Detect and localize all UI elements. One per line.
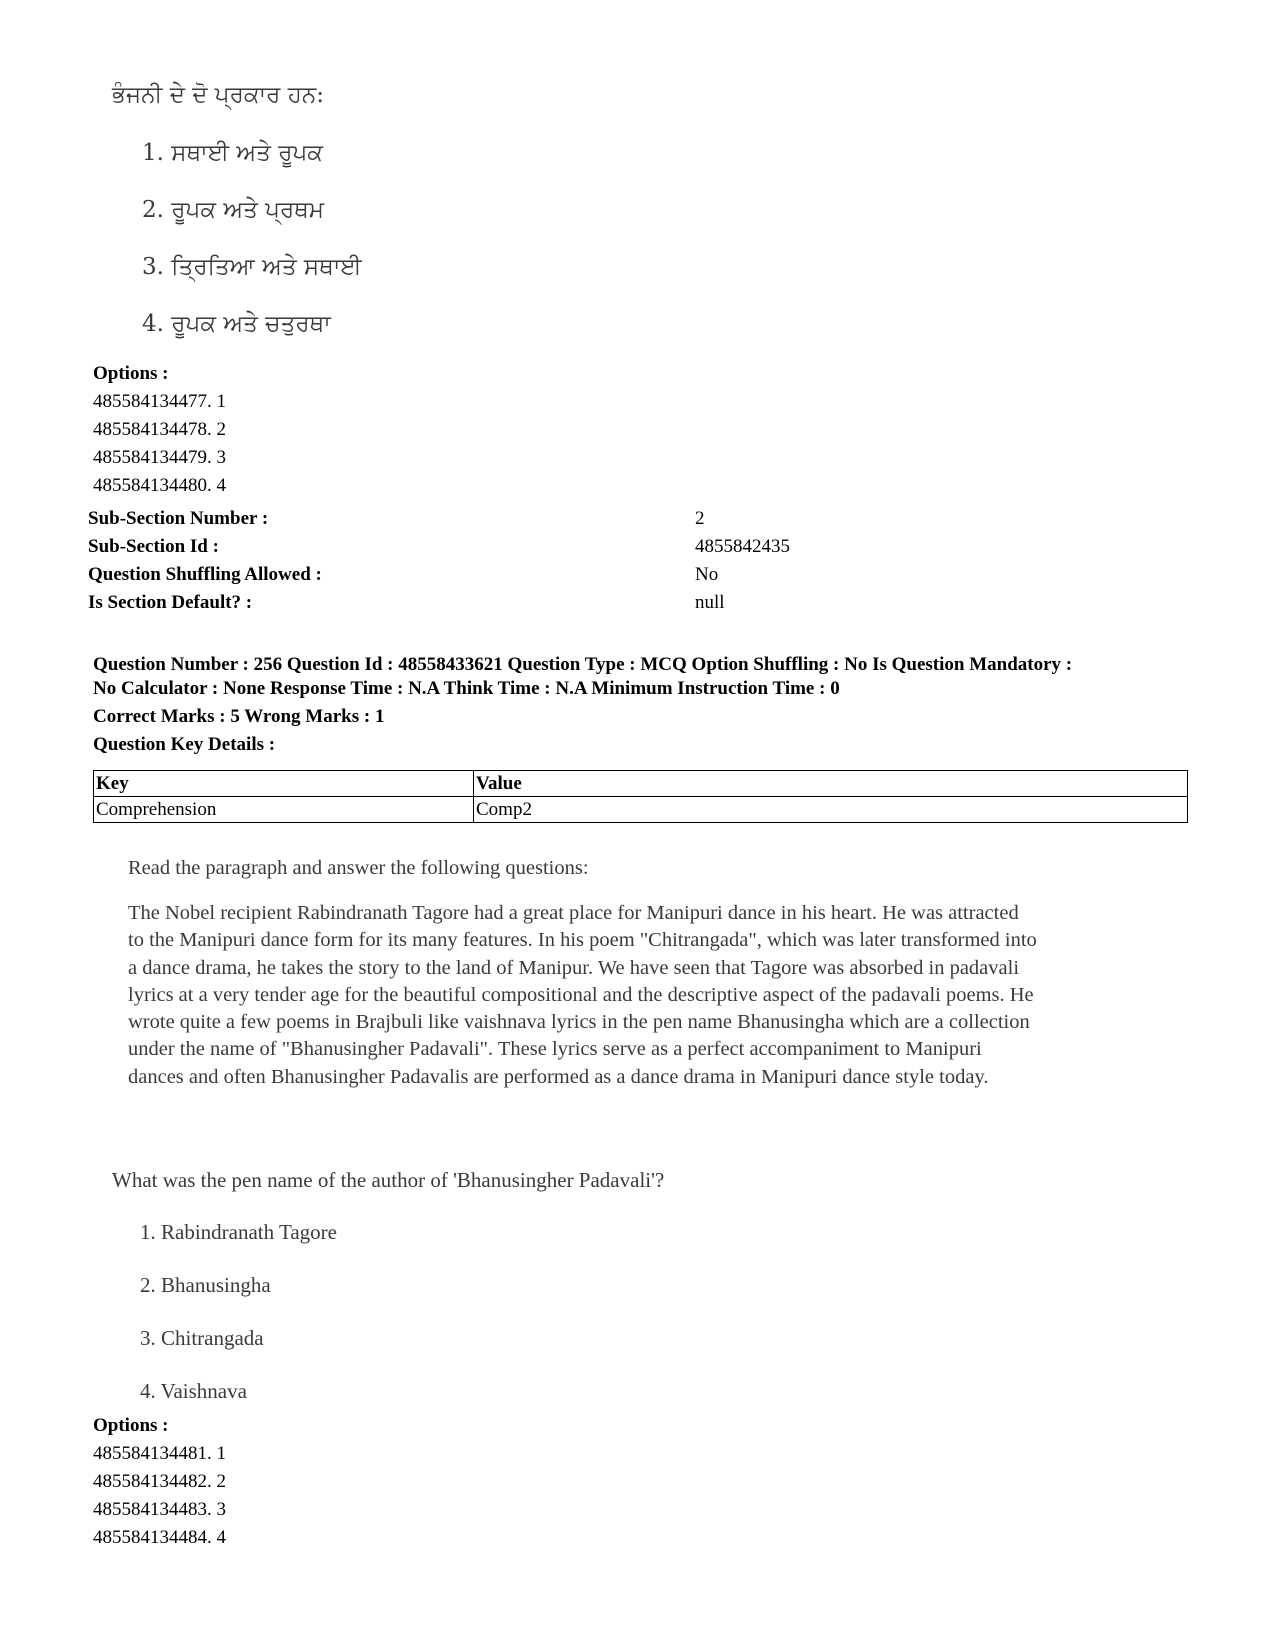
options-label: Options :: [93, 1415, 169, 1436]
paragraph-line: wrote quite a few poems in Brajbuli like vaishnava lyrics in the pen name Bhanusingha which are a collection: [128, 1011, 1030, 1034]
shuffling-value: No: [695, 564, 719, 585]
table-header-row: [94, 771, 1188, 797]
subsection-number-label: Sub-Section Number :: [88, 508, 269, 529]
question-meta-line1: Question Number : 256 Question Id : 48558433621 Question Type : MCQ Option Shuffling : No Is Question Mandatory :: [93, 654, 1073, 675]
choice-1: 1. Rabindranath Tagore: [140, 1220, 337, 1244]
paragraph-line: to the Manipuri dance form for its many features. In his poem "Chitrangada", which was later transformed into: [128, 929, 1037, 952]
choice-4: 4. ਰੂਪਕ ਅਤੇ ਚਤੁਰਥਾ: [142, 311, 331, 337]
section-default-label: Is Section Default? :: [88, 592, 253, 613]
choice-4: 4. Vaishnava: [140, 1379, 247, 1403]
marks: Correct Marks : 5 Wrong Marks : 1: [93, 706, 385, 727]
options-label: Options :: [93, 363, 169, 384]
paragraph-line: The Nobel recipient Rabindranath Tagore had a great place for Manipuri dance in his heart. He was attracted: [128, 902, 1019, 924]
shuffling-label: Question Shuffling Allowed :: [88, 564, 322, 585]
question-meta-line2: No Calculator : None Response Time : N.A Think Time : N.A Minimum Instruction Time : 0: [93, 678, 840, 699]
cell-value: Comp2: [474, 797, 1188, 823]
cell-key: Comprehension: [94, 797, 474, 823]
paragraph-line: under the name of "Bhanusingher Padavali". These lyrics serve as a perfect accompaniment to Manipuri: [128, 1038, 982, 1061]
paragraph-line: a dance drama, he takes the story to the land of Manipur. We have seen that Tagore was absorbed in padavali: [128, 956, 1020, 979]
subsection-number-value: 2: [695, 508, 705, 529]
option-id: 485584134477. 1: [93, 391, 226, 412]
option-id: 485584134483. 3: [93, 1499, 226, 1520]
comprehension-instruction: Read the paragraph and answer the following questions:: [128, 857, 589, 879]
comprehension-paragraph: [128, 900, 1183, 1091]
option-id: 485584134481. 1: [93, 1443, 226, 1464]
paragraph-line: dances and often Bhanusingher Padavalis are performed as a dance drama in Manipuri dance style today.: [128, 1065, 989, 1088]
section-default-value: null: [695, 592, 725, 613]
table-row: [94, 797, 1188, 823]
option-id: 485584134482. 2: [93, 1471, 226, 1492]
option-id: 485584134479. 3: [93, 447, 226, 468]
subsection-id-label: Sub-Section Id :: [88, 536, 219, 557]
question-text: What was the pen name of the author of 'Bhanusingher Padavali'?: [112, 1168, 665, 1192]
key-details-label: Question Key Details :: [93, 734, 276, 755]
header-value: Value: [474, 771, 1188, 797]
choice-3: 3. ਤ੍ਰਿਤਿਆ ਅਤੇ ਸਥਾਈ: [142, 254, 362, 280]
key-details-table: [93, 770, 1188, 823]
subsection-id-value: 4855842435: [695, 536, 790, 557]
choice-1: 1. ਸਥਾਈ ਅਤੇ ਰੂਪਕ: [142, 140, 323, 166]
choice-2: 2. ਰੂਪਕ ਅਤੇ ਪ੍ਰਥਮ: [142, 197, 324, 223]
option-id: 485584134484. 4: [93, 1527, 226, 1548]
choice-2: 2. Bhanusingha: [140, 1273, 271, 1297]
option-id: 485584134478. 2: [93, 419, 226, 440]
paragraph-line: lyrics at a very tender age for the beautiful compositional and the descriptive aspect of the padavali poems. He: [128, 983, 1034, 1006]
option-id: 485584134480. 4: [93, 475, 226, 496]
question-heading-punjabi: ਭੰਜਨੀ ਦੇ ਦੋ ਪ੍ਰਕਾਰ ਹਨ:: [112, 82, 324, 108]
choice-3: 3. Chitrangada: [140, 1326, 264, 1350]
header-key: Key: [94, 771, 474, 797]
